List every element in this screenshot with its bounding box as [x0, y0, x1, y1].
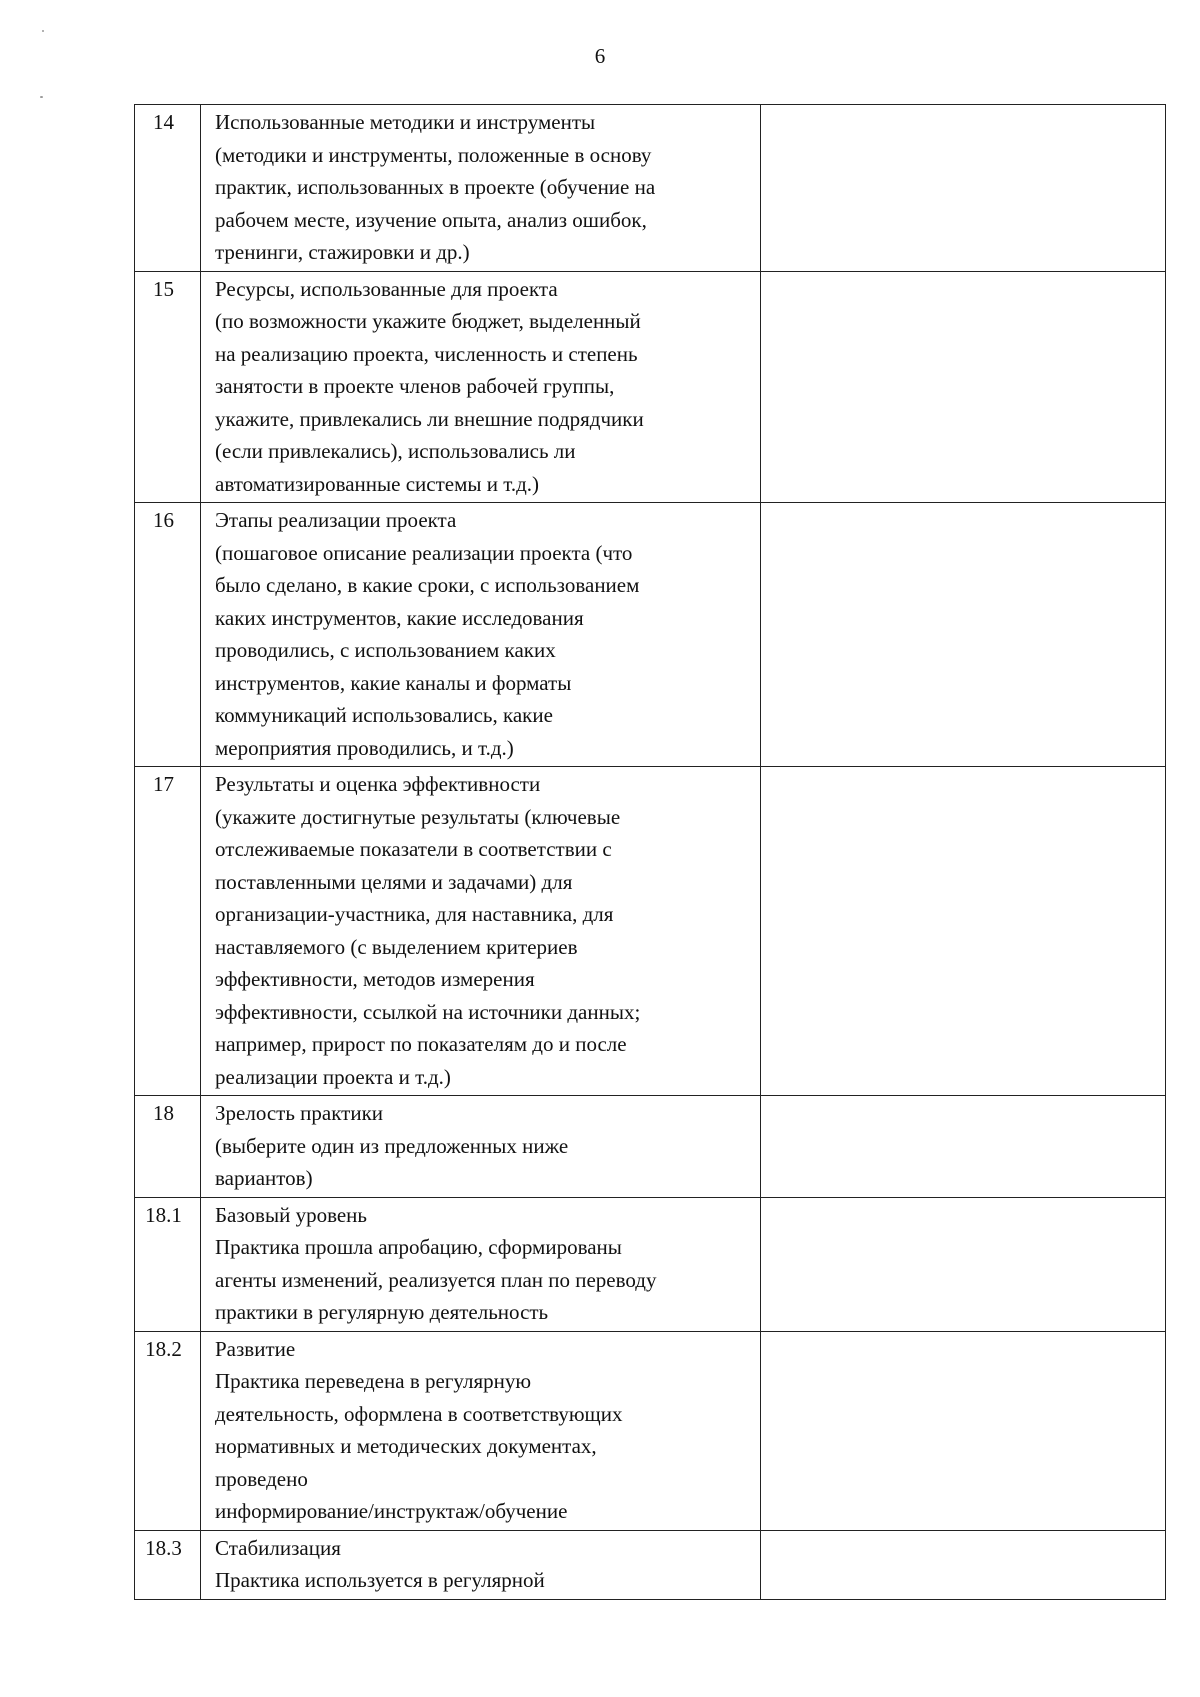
description-line: проводились, с использованием каких — [215, 638, 556, 662]
row-number: 17 — [135, 767, 201, 1096]
row-description — [201, 503, 761, 767]
answer-cell[interactable] — [761, 271, 1166, 503]
row-description — [201, 767, 761, 1096]
description-line: реализации проекта и т.д.) — [215, 1064, 451, 1089]
row-number: 18.3 — [135, 1530, 201, 1599]
description-line: эффективности, ссылкой на источники данных; — [215, 999, 641, 1024]
form-table — [134, 104, 1166, 1600]
description-line: (методики и инструменты, положенные в основу — [215, 142, 652, 167]
row-description — [201, 105, 761, 272]
description-line: информирование/инструктаж/обучение — [215, 1499, 568, 1523]
description-line: на реализацию проекта, численность и степень — [215, 341, 638, 366]
description-line: Практика прошла апробацию, сформированы — [215, 1235, 622, 1259]
description-line: Зрелость практики — [215, 1101, 384, 1125]
description-line: инструментов, какие каналы и форматы — [215, 670, 572, 695]
description-line: вариантов) — [215, 1166, 313, 1190]
description-line: (укажите достигнутые результаты (ключевые — [215, 804, 621, 829]
table-row — [135, 1530, 1166, 1599]
description-line: Результаты и оценка эффективности — [215, 772, 541, 796]
answer-cell[interactable] — [761, 1096, 1166, 1198]
table-row — [135, 503, 1166, 767]
description-line: например, прирост по показателям до и после — [215, 1032, 627, 1056]
row-number: 16 — [135, 503, 201, 767]
table-row — [135, 1197, 1166, 1331]
description-line: Практика используется в регулярной — [215, 1568, 545, 1592]
description-line: Этапы реализации проекта — [215, 508, 457, 532]
description-line: каких инструментов, какие исследования — [215, 605, 584, 630]
description-line: Стабилизация — [215, 1535, 341, 1560]
description-line: наставляемого (с выделением критериев — [215, 934, 578, 959]
row-description — [201, 1096, 761, 1198]
description-line: Ресурсы, использованные для проекта — [215, 276, 558, 301]
row-description — [201, 1530, 761, 1599]
description-line: отслеживаемые показатели в соответствии с — [215, 837, 612, 861]
description-line: автоматизированные системы и т.д.) — [215, 471, 539, 496]
description-line: эффективности, методов измерения — [215, 967, 535, 991]
row-description — [201, 1331, 761, 1530]
description-line: практики в регулярную деятельность — [215, 1300, 549, 1324]
description-line: агенты изменений, реализуется план по переводу — [215, 1267, 657, 1292]
description-line: Развитие — [215, 1336, 296, 1361]
row-description — [201, 1197, 761, 1331]
description-line: Базовый уровень — [215, 1202, 367, 1227]
row-number: 18 — [135, 1096, 201, 1198]
table-row — [135, 271, 1166, 503]
description-line: (выберите один из предложенных ниже — [215, 1133, 569, 1158]
answer-cell[interactable] — [761, 1197, 1166, 1331]
table-row — [135, 1331, 1166, 1530]
description-line: (если привлекались), использовались ли — [215, 439, 576, 463]
description-line: практик, использованных в проекте (обучение на — [215, 175, 656, 199]
answer-cell[interactable] — [761, 105, 1166, 272]
row-number: 18.1 — [135, 1197, 201, 1331]
description-line: мероприятия проводились, и т.д.) — [215, 735, 514, 760]
table-row — [135, 1096, 1166, 1198]
description-line: занятости в проекте членов рабочей группы, — [215, 374, 615, 398]
row-number: 15 — [135, 271, 201, 503]
row-number: 14 — [135, 105, 201, 272]
row-description — [201, 271, 761, 503]
answer-cell[interactable] — [761, 503, 1166, 767]
description-line: коммуникаций использовались, какие — [215, 703, 553, 727]
answer-cell[interactable] — [761, 1530, 1166, 1599]
table-row — [135, 767, 1166, 1096]
answer-cell[interactable] — [761, 767, 1166, 1096]
description-line: рабочем месте, изучение опыта, анализ ошибок, — [215, 207, 647, 232]
description-line: было сделано, в какие сроки, с использованием — [215, 573, 640, 597]
page-number: 6 — [594, 44, 606, 68]
description-line: тренинги, стажировки и др.) — [215, 240, 470, 264]
answer-cell[interactable] — [761, 1331, 1166, 1530]
scan-speck — [40, 96, 43, 98]
description-line: деятельность, оформлена в соответствующих — [215, 1401, 623, 1426]
description-line: Использованные методики и инструменты — [215, 110, 596, 134]
description-line: нормативных и методических документах, — [215, 1434, 597, 1458]
scan-speck — [42, 30, 44, 32]
description-line: (пошаговое описание реализации проекта (что — [215, 540, 633, 565]
table-row — [135, 105, 1166, 272]
description-line: поставленными целями и задачами) для — [215, 869, 573, 894]
description-line: организации-участника, для наставника, для — [215, 902, 614, 926]
description-line: укажите, привлекались ли внешние подрядчики — [215, 406, 644, 431]
row-number: 18.2 — [135, 1331, 201, 1530]
description-line: проведено — [215, 1466, 308, 1491]
description-line: Практика переведена в регулярную — [215, 1369, 532, 1393]
description-line: (по возможности укажите бюджет, выделенный — [215, 309, 641, 333]
